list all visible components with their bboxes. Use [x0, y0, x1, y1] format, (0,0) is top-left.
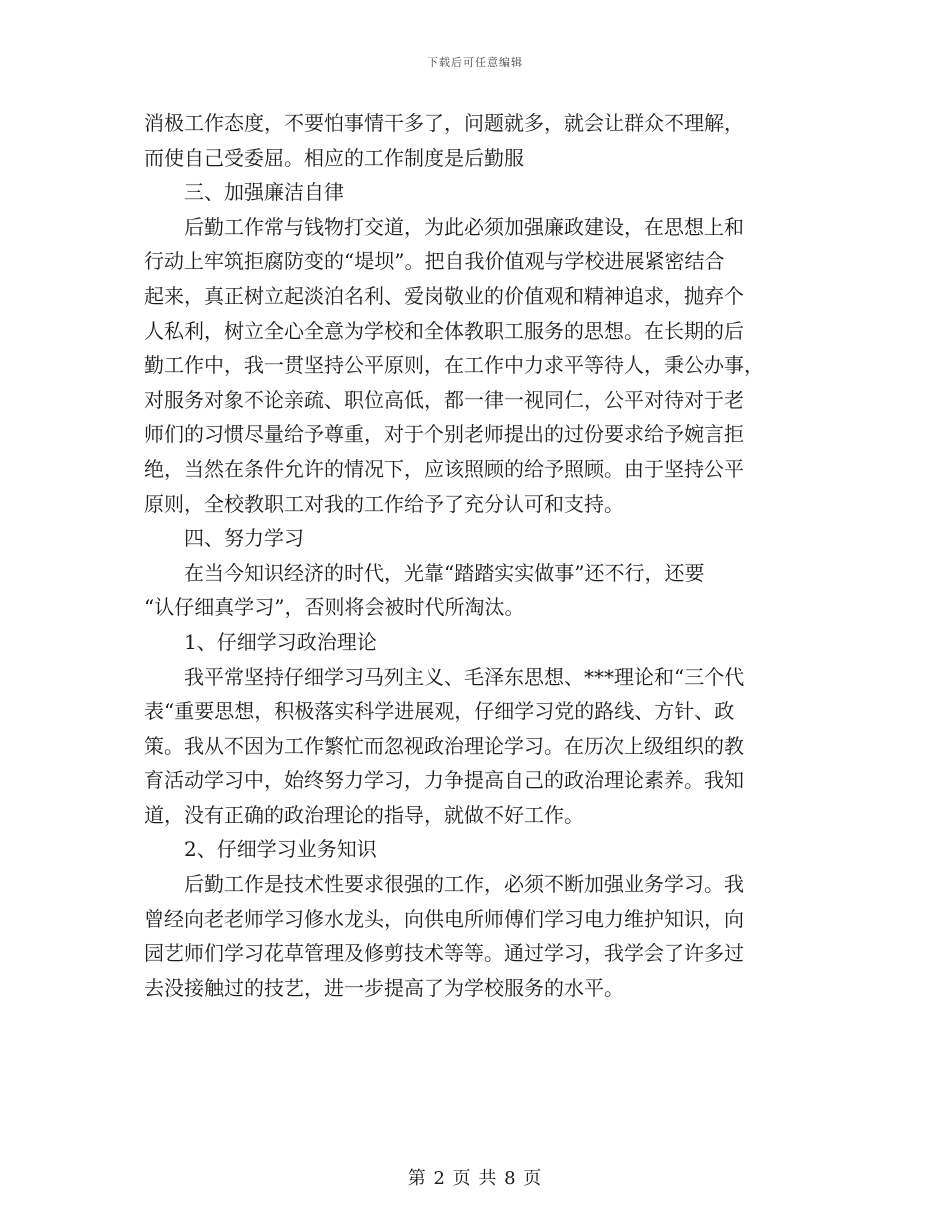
document-body — [144, 106, 810, 1005]
text-line: 道，没有正确的政治理论的指导，就做不好工作。 — [144, 802, 584, 827]
text-line: 后勤工作是技术性要求很强的工作，必须不断加强业务学习。我 — [184, 872, 744, 897]
text-line: 师们的习惯尽量给予尊重，对于个别老师提出的过份要求给予婉言拒 — [144, 422, 744, 447]
text-line: 2、仔细学习业务知识 — [184, 837, 377, 862]
text-line: 人私利，树立全心全意为学校和全体教职工服务的思想。在长期的后 — [144, 318, 744, 343]
text-line: “认仔细真学习”，否则将会被时代所淘汰。 — [144, 595, 525, 620]
text-line: 后勤工作常与钱物打交道，为此必须加强廉政建设，在思想上和 — [184, 214, 744, 239]
text-line: 育活动学习中，始终努力学习，力争提高自己的政治理论素养。我知 — [144, 768, 744, 793]
text-line: 绝，当然在条件允许的情况下，应该照顾的给予照顾。由于坚持公平 — [144, 456, 744, 481]
text-line: 曾经向老老师学习修水龙头，向供电所师傅们学习电力维护知识，向 — [144, 906, 744, 931]
text-line: 四、努力学习 — [184, 526, 304, 551]
text-line: 策。我从不因为工作繁忙而忽视政治理论学习。在历次上级组织的教 — [144, 733, 744, 758]
text-line: 去没接触过的技艺，进一步提高了为学校服务的水平。 — [144, 975, 624, 1000]
page-footer: 第 2 页 共 8 页 — [407, 1168, 543, 1189]
text-line: 原则，全校教职工对我的工作给予了充分认可和支持。 — [144, 491, 624, 516]
text-line: 行动上牢筑拒腐防变的“堤坝”。把自我价值观与学校进展紧密结合 — [144, 249, 725, 274]
text-line: 对服务对象不论亲疏、职位高低，都一律一视同仁，公平对待对于老 — [144, 387, 744, 412]
page-header: 下载后可任意编辑 — [427, 56, 523, 69]
text-line: 在当今知识经济的时代，光靠“踏踏实实做事”还不行，还要 — [184, 560, 705, 585]
text-line: 三、加强廉洁自律 — [184, 180, 344, 205]
text-line: 而使自己受委屈。相应的工作制度是后勤服 — [144, 145, 524, 170]
text-line: 勤工作中，我一贯坚持公平原则，在工作中力求平等待人，秉公办事， — [144, 353, 764, 378]
text-line: 我平常坚持仔细学习马列主义、毛泽东思想、***理论和“三个代 — [184, 664, 745, 689]
text-line: 起来，真正树立起淡泊名利、爱岗敬业的价值观和精神追求，抛弃个 — [144, 283, 744, 308]
text-line: 消极工作态度，不要怕事情干多了，问题就多，就会让群众不理解， — [144, 111, 744, 135]
text-line: 1、仔细学习政治理论 — [184, 629, 377, 654]
text-line: 表“重要思想，积极落实科学进展观，仔细学习党的路线、方针、政 — [144, 699, 735, 724]
text-line: 园艺师们学习花草管理及修剪技术等等。通过学习，我学会了许多过 — [144, 941, 744, 966]
